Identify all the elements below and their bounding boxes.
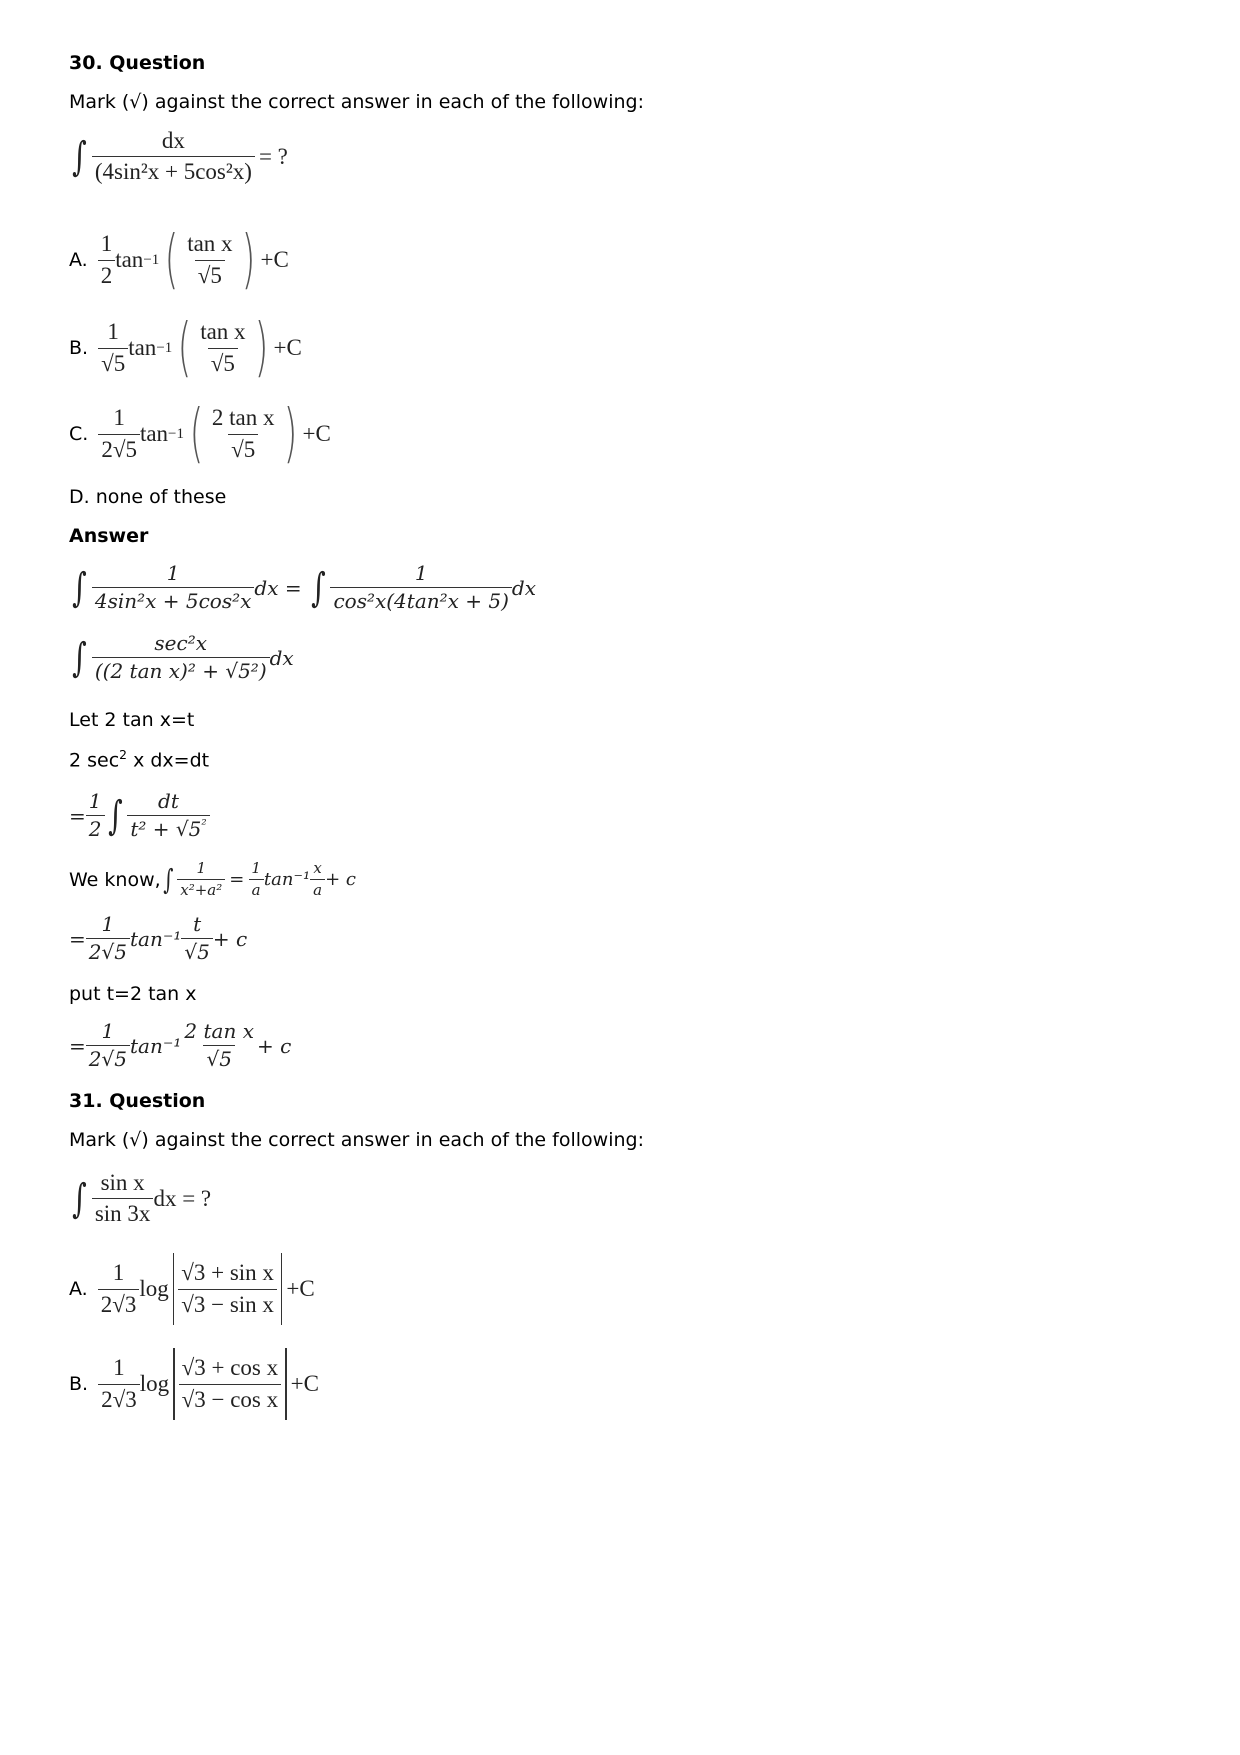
substitution-text: Let 2 tan x=t [69,709,195,731]
question-30-instruction: Mark (√) against the correct answer in each of the following: [69,91,644,113]
solution-step-1: ∫ $\frac{1}{\text{4sin²x + 5cos²x}}$ dx = ∫ $\frac{1}{\text{cos²x(4tan²x + 5)}}$ dx [72,561,537,613]
question-31-heading: 31. Question [69,1090,206,1112]
solution-step-3: = $\frac{1}{2}$ ∫ $\frac{dt}{t^2 + √5^{^2}}$ [69,790,210,841]
formula-reference: We know, ∫ $\frac{1}{\text{x²+a²}}$ = $\frac{1}{a}$ tan⁻¹ $\frac{x}{a}$ + c [69,859,357,900]
solution-step-4: = $\frac{1}{2√5}$ tan⁻¹ $\frac{t}{√5}$ + c [69,912,248,964]
differential-text: 2 $\sec^2 x$ dx=dt [69,748,210,772]
solution-final: = $\frac{1}{2√5}$ tan⁻¹ $\frac{\text{2 tan x}}{√5}$ + c [69,1019,292,1071]
option-a[interactable]: A. $\frac{1}{2}$ tan −1 ( $\frac{\text{tan x}}{√5}$ ) +C [69,223,289,297]
problem-fraction: $\frac{dx}{\text{(4sin²x + 5cos²x)}}$ [92,128,255,186]
question-31-problem: ∫ $\frac{\text{sin x}}{\sin 3x}$ dx = ? [72,1170,212,1227]
back-substitution-text: put t=2 tan x [69,983,197,1005]
option-b[interactable]: B. $\frac{1}{√5}$ tan −1 ( $\frac{\text{tan x}}{√5}$ ) +C [69,311,302,385]
option-c[interactable]: C. $\frac{1}{2√5}$ tan −1 ( $\frac{\text{2 tan x}}{√5}$ ) +C [69,397,331,471]
question-31-instruction: Mark (√) against the correct answer in each of the following: [69,1129,644,1151]
answer-heading: Answer [69,525,149,547]
question-30-problem: ∫ $\frac{dx}{\text{(4sin²x + 5cos²x)}}$ = ? [72,128,288,185]
solution-step-2: ∫ $\frac{\text{sec²x}}{\text{((2 tan x)² + √5²)}}$ dx [72,631,294,683]
q31-option-a[interactable]: A. $\frac{1}{2√3}$ log $\frac{\text{√3 + sin x}}{\text{√3 − sin x}}$ +C [69,1253,315,1325]
option-d[interactable]: D. none of these [69,486,227,508]
question-30-heading: 30. Question [69,52,206,74]
integral-sign: ∫ [72,133,87,180]
q31-option-b[interactable]: B. $\frac{1}{2√3}$ log $\frac{\text{√3 + cos x}}{\text{√3 − cos x}}$ +C [69,1348,319,1420]
